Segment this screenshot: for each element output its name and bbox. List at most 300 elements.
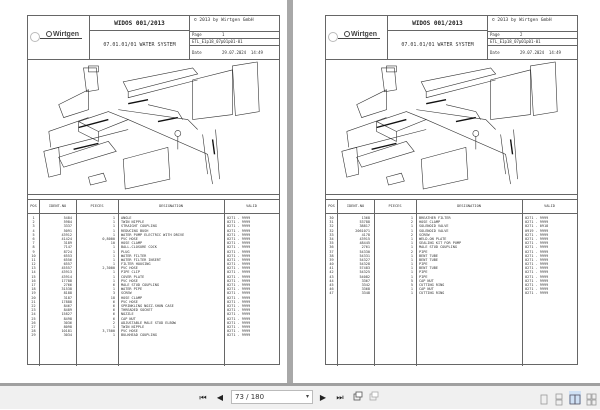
exploded-parts-drawing [28,60,279,195]
designation-cell: WATER FILTER [121,253,147,258]
designation-cell: PVC HOSE [121,266,138,271]
pos-cell: 6 [32,236,35,241]
single-page-view-button[interactable] [538,391,550,404]
wirtgen-logo: Wirtgen [344,31,377,38]
pos-cell: 24 [31,312,36,317]
designation-cell: CAP NUT [419,278,434,283]
ident-no-cell: 5984 [63,220,72,225]
ident-no-cell: 8098 [63,324,72,329]
ident-no-cell: 3189 [63,241,72,246]
valid-cell: 0271 - 9999 [227,228,251,233]
ident-no-cell: 3342 [361,283,370,287]
two-page-view-button[interactable] [569,391,581,404]
pieces-cell: 1 [112,333,115,338]
next-page-icon: ▶ [319,393,327,402]
valid-cell: 0271 - 9999 [227,295,251,300]
valid-cell: 0271 - 9999 [227,249,251,254]
valid-cell: 0271 - 9999 [525,216,549,220]
designation-cell: PIPE [419,270,428,275]
pieces-cell: 1 [112,224,115,229]
pieces-cell: 1 [410,245,413,250]
copyright: © 2013 by Wirtgen GmbH [194,18,254,23]
pieces-cell: 5 [410,283,413,287]
pos-cell: 16 [31,278,36,283]
logo-cell [28,16,90,59]
pieces-cell: 6 [112,299,115,304]
valid-cell: 0271 - 9999 [227,333,251,338]
ident-no-cell: 6553 [63,253,72,258]
ident-no-cell: 54325 [359,270,370,275]
ident-no-cell: 2761 [361,245,370,250]
pieces-cell: 1 [112,287,115,292]
valid-cell: 0271 - 9999 [525,270,549,275]
continuous-view-button[interactable] [553,391,565,404]
pos-cell: 3 [32,224,35,229]
designation-cell: TWIN NIPPLE [121,324,145,329]
pieces-cell: 6 [112,283,115,287]
ident-no-cell: 8489 [63,308,72,313]
ident-no-cell: 8188 [63,291,72,296]
pieces-cell: 1 [410,274,413,279]
pos-cell: 36 [329,245,334,250]
pos-cell: 37 [329,249,334,254]
pieces-cell: 1 [410,224,413,229]
valid-cell: 0271 - 9999 [525,274,549,279]
last-page-button[interactable] [334,391,346,404]
ident-no-cell: 54328 [359,262,370,267]
pieces-cell: 10 [110,241,115,246]
pos-cell: 1 [32,216,35,220]
valid-cell: 0271 - 9999 [227,324,251,329]
pos-cell: 29 [31,333,36,338]
pieces-cell: 1 [112,278,115,283]
sheet-header [28,16,279,60]
ident-no-cell: 54331 [359,253,370,258]
previous-page-icon: ◀ [216,393,224,402]
pos-cell: 31 [329,220,334,225]
table-row [28,333,279,337]
rotate-page-button[interactable] [352,391,364,404]
seal-icon [30,32,40,42]
valid-cell: 0271 - 9999 [227,312,251,317]
parts-sheet [27,15,280,365]
ref-code: ETL_E1p18_07p01p01-01 [488,38,577,45]
pieces-cell: 1 [112,257,115,262]
two-page-icon [569,393,581,406]
valid-cell: 0271 - 9999 [227,245,251,250]
pos-cell: 21 [31,299,36,304]
valid-cell: 0271 - 9999 [227,216,251,220]
pieces-cell: 1 [112,262,115,267]
pieces-cell: 1 [112,228,115,233]
designation-cell: BENT TUBE [419,253,438,258]
pieces-cell: 1 [410,241,413,246]
valid-cell: 0271 - 9999 [525,257,549,262]
designation-cell: CUTTING RING [419,291,445,296]
valid-cell: 0271 - 9999 [525,266,549,271]
pos-cell: 30 [329,216,334,220]
page-rotate-icon [353,391,363,401]
pos-cell: 41 [329,266,334,271]
ident-no-cell: 6557 [63,262,72,267]
pos-cell: 46 [329,287,334,292]
previous-page-button[interactable] [215,391,225,404]
logo-circle-icon [344,31,350,37]
ident-no-cell: 3367 [361,278,370,283]
ident-no-cell: 43914 [61,274,72,279]
designation-cell: ADJUSTABLE MALE STUD ELBOW [121,320,176,325]
page-right [293,0,600,385]
first-page-button[interactable] [197,391,209,404]
pieces-cell: 6 [112,303,115,308]
valid-cell: 0271 - 9999 [525,291,549,296]
pieces-cell: 1 [410,287,413,292]
chevron-down-icon[interactable]: ▾ [305,393,309,400]
valid-cell: 0271 - 9999 [227,232,251,237]
parts-table [28,199,279,365]
exploded-parts-drawing [326,60,577,195]
water-system-diagram [28,60,279,194]
pos-cell: 13 [31,266,36,271]
pieces-cell: 18 [110,295,115,300]
designation-cell: TWIN NIPPLE [121,220,145,225]
two-page-continuous-view-button[interactable] [586,391,598,404]
next-page-button[interactable] [318,391,328,404]
designation-cell: BREATHER FILTER [419,216,451,220]
valid-cell: 0271 - 9999 [227,236,251,241]
designation-cell: SCREW [419,232,430,237]
valid-cell: 0271 - 9999 [525,283,549,287]
designation-cell: PVC HOSE [121,329,138,334]
ident-no-cell: 5091 [63,228,72,233]
pieces-cell: 1 [410,253,413,258]
designation-cell: HOSE CLAMP [419,220,441,225]
copy-page-button[interactable] [368,391,380,404]
designation-cell: ANGLE [121,216,132,220]
designation-cell: FILTER HOUSING [121,262,151,267]
valid-cell: 0271 - 9999 [525,236,549,241]
valid-cell: 0271 - 9999 [227,224,251,229]
page-row: Page 2 [488,31,577,38]
pos-cell: 32 [329,224,334,229]
ident-no-cell: 54327 [359,257,370,262]
table-header: POS IDENT-NO PIECES DESIGNATION VALID [28,200,279,214]
ident-no-cell: 3337 [63,224,72,229]
designation-cell: WATER FILTER INSERT [121,257,162,262]
valid-cell: 0271 - 9999 [227,262,251,267]
single-page-icon [538,393,550,406]
pieces-cell: 1 [410,270,413,275]
pos-cell: 40 [329,262,334,267]
pos-cell: 10 [31,253,36,258]
ident-no-cell: 17788 [61,278,72,283]
valid-cell: 0271 - 9999 [525,262,549,267]
designation-cell: SOLENOID VALVE [419,224,449,229]
pieces-cell: 2,3000 [102,266,115,271]
ident-no-cell: 2766 [63,283,72,287]
pos-cell: 5 [32,232,35,237]
pos-cell: 11 [31,257,36,262]
pos-cell: 38 [329,253,334,258]
ident-no-cell: 3187 [63,295,72,300]
designation-cell: BULKHEAD COUPLING [121,333,157,338]
ident-no-cell: 3036 [63,320,72,325]
doc-title: WIDOS 001/2013 [90,16,190,31]
ident-no-cell: 2061071 [355,228,370,233]
pos-cell: 44 [329,278,334,283]
table-body [28,216,279,337]
two-page-continuous-icon [586,393,598,406]
valid-cell: 0271 - 9999 [525,245,549,250]
designation-cell: PIPE [419,274,428,279]
page-left [0,0,287,385]
pieces-cell: 1 [112,249,115,254]
designation-cell: PVC HOSE [121,236,138,241]
date-row: Date 29.07.2024 14:49 [488,45,577,59]
designation-cell: BENT TUBE [419,257,438,262]
pos-cell: 27 [31,324,36,329]
pos-cell: 2 [32,220,35,225]
pos-cell: 14 [31,270,36,275]
pos-cell: 35 [329,241,334,246]
pos-cell: 23 [31,308,36,313]
pos-cell: 4 [32,228,35,233]
valid-cell: 0271 - 9999 [227,316,251,321]
parts-sheet [325,15,578,365]
pos-cell: 12 [31,262,36,267]
pos-cell: 42 [329,270,334,275]
ident-no-cell: 3034 [63,333,72,338]
ident-no-cell: 4178 [361,232,370,237]
water-system-diagram [326,60,577,194]
designation-cell: REDUCING BUSH [121,228,149,233]
ident-no-cell: 10181 [61,329,72,334]
valid-cell: 0271 - 9999 [227,291,251,296]
valid-cell: 0271 - 9999 [227,303,251,308]
pieces-cell: 1 [112,274,115,279]
designation-cell: CAP NUT [419,287,434,292]
pieces-cell: 1 [410,257,413,262]
pos-cell: 33 [329,232,334,237]
wirtgen-logo: Wirtgen [46,31,79,38]
pieces-cell: 1 [410,236,413,241]
pieces-cell: 2 [112,320,115,325]
valid-cell: 0271 - 0918 [525,224,549,229]
pieces-cell: 1 [410,266,413,271]
ident-no-cell: 43912 [61,232,72,237]
valid-cell: 0271 - 9999 [227,266,251,271]
designation-cell: PIPE CLIP [121,270,140,275]
logo-circle-icon [46,31,52,37]
ident-no-cell: 8467 [63,303,72,308]
ident-no-cell: 3348 [361,291,370,296]
ident-no-cell: 54330 [359,249,370,254]
pieces-cell: 6 [112,316,115,321]
ident-no-cell: 5484 [63,216,72,220]
pieces-cell: 1 [410,262,413,267]
pos-cell: 39 [329,257,334,262]
pieces-cell: 2 [410,220,413,225]
pieces-cell: 0,8000 [102,236,115,241]
ident-no-cell: 1368 [361,216,370,220]
pos-cell: 43 [329,274,334,279]
pieces-cell: 1 [112,253,115,258]
sheet-header [326,16,577,60]
logo-underline [338,38,380,39]
page-number-input[interactable]: 73 / 180 ▾ [231,390,313,404]
continuous-page-icon [553,393,565,406]
valid-cell: 0271 - 9999 [525,241,549,246]
valid-cell: 0271 - 9999 [227,253,251,258]
designation-cell: BENT TUBE [419,266,438,271]
designation-cell: STRAIGHT COUPLING [121,224,157,229]
pieces-cell: 3 [112,291,115,296]
valid-cell: 0919 - 9999 [525,228,549,233]
first-page-icon: ⏮ [199,393,207,402]
designation-cell: COVER PLATE [121,274,145,279]
designation-cell: WELD-ON PLATE [419,236,447,241]
ident-no-cell: 48445 [359,241,370,246]
valid-cell: 0271 - 9999 [227,320,251,325]
designation-cell: HOSE CLAMP [121,241,143,246]
pos-cell: 25 [31,316,36,321]
pos-cell: 19 [31,291,36,296]
valid-cell: 0271 - 9999 [525,232,549,237]
ident-no-cell: 15827 [61,312,72,317]
table-row [326,291,577,295]
designation-cell: PLUG [121,249,130,254]
copyright: © 2013 by Wirtgen GmbH [492,18,552,23]
pieces-cell: 6 [112,312,115,317]
pos-cell: 28 [31,329,36,334]
pieces-cell: 3,7500 [102,329,115,334]
ident-no-cell: 43915 [359,236,370,241]
ident-no-cell: 8498 [63,316,72,321]
page-copy-icon [369,391,379,401]
section-title: 07.01.01/01 WATER SYSTEM [388,31,488,59]
logo-cell [326,16,388,59]
valid-cell: 0271 - 9999 [227,299,251,304]
pieces-cell: 1 [112,245,115,250]
last-page-icon: ⏭ [336,393,344,402]
pieces-cell: 1 [112,220,115,225]
designation-cell: CAP NUT [121,316,136,321]
designation-cell: SEALING KIT FOR PUMP [419,241,462,246]
pos-cell: 34 [329,236,334,241]
pos-cell: 9 [32,249,35,254]
designation-cell: BALL-CLOSURE COCK [121,245,157,250]
table-body [326,216,577,296]
designation-cell: NOZZLE [121,312,134,317]
parts-table [326,199,577,365]
valid-cell: 0271 - 9999 [227,329,251,334]
ident-no-cell: 6556 [63,257,72,262]
pieces-cell: 2 [410,232,413,237]
pieces-cell: 1 [410,216,413,220]
valid-cell: 0271 - 9999 [227,257,251,262]
pieces-cell: 2 [410,249,413,254]
designation-cell: WATER PIPE [121,287,143,292]
designation-cell: SOLENOID VALVE [419,228,449,233]
ident-no-cell: 31538 [61,287,72,292]
seal-icon [328,32,338,42]
ident-no-cell: 38817 [359,224,370,229]
designation-cell: SCREW [121,291,132,296]
ident-no-cell: 53788 [359,220,370,225]
pieces-cell: 1 [410,228,413,233]
valid-cell: 0271 - 9999 [227,270,251,275]
valid-cell: 0271 - 9999 [227,274,251,279]
valid-cell: 0271 - 9999 [227,278,251,283]
pos-cell: 8 [32,245,35,250]
pieces-cell: 1 [112,324,115,329]
valid-cell: 0271 - 9999 [525,249,549,254]
valid-cell: 0271 - 9999 [525,278,549,283]
designation-cell: WATER PUMP ELECTRIC WITH DRIVE [121,232,185,237]
valid-cell: 0271 - 9999 [227,308,251,313]
ref-code: ETL_E1p18_07p01p01-01 [190,38,279,45]
table-header: POS IDENT-NO PIECES DESIGNATION VALID [326,200,577,214]
designation-cell: MALE STUD COUPLING [419,245,457,250]
ident-no-cell: 8724 [63,249,72,254]
ident-no-cell: 41424 [61,236,72,241]
section-title: 07.01.01/01 WATER SYSTEM [90,31,190,59]
date-row: Date 29.07.2024 14:49 [190,45,279,59]
designation-cell: PIPE [419,249,428,254]
valid-cell: 0271 - 9999 [227,241,251,246]
valid-cell: 0271 - 9999 [227,220,251,225]
designation-cell: PVC HOSE [121,299,138,304]
pieces-cell: 1 [410,291,413,296]
pos-cell: 26 [31,320,36,325]
pieces-cell: 1 [112,232,115,237]
designation-cell: MALE STUD COUPLING [121,283,159,287]
pieces-cell: 1 [112,270,115,275]
designation-cell: CUTTING RING [419,283,445,287]
designation-cell: THREADED SOCKET [121,308,153,313]
pieces-cell: 6 [112,308,115,313]
logo-underline [40,38,82,39]
designation-cell: PVC HOSE [121,278,138,283]
ident-no-cell: 7147 [63,245,72,250]
ident-no-cell: 54082 [359,274,370,279]
page-row: Page 1 [190,31,279,38]
pieces-cell: 5 [410,278,413,283]
doc-title: WIDOS 001/2013 [388,16,488,31]
designation-cell: HOSE CLAMP [121,295,143,300]
ident-no-cell: 17888 [61,299,72,304]
ident-no-cell: 3368 [361,287,370,292]
valid-cell: 0271 - 9999 [525,287,549,292]
navigation-toolbar [0,386,600,409]
valid-cell: 0271 - 9999 [227,283,251,287]
pos-cell: 45 [329,283,334,287]
pieces-cell: 1 [112,216,115,220]
valid-cell: 0271 - 9999 [227,287,251,292]
pos-cell: 15 [31,274,36,279]
designation-cell: PIPE [419,262,428,267]
pos-cell: 20 [31,295,36,300]
ident-no-cell: 43913 [61,270,72,275]
pos-cell: 32 [329,228,334,233]
pos-cell: 22 [31,303,36,308]
ident-no-cell: 45557 [61,266,72,271]
ident-no-cell: 57483 [359,266,370,271]
pos-cell: 18 [31,287,36,292]
pos-cell: 17 [31,283,36,287]
pos-cell: 47 [329,291,334,296]
designation-cell: SPRINKLING NOZZ.SHUN CASE [121,303,174,308]
